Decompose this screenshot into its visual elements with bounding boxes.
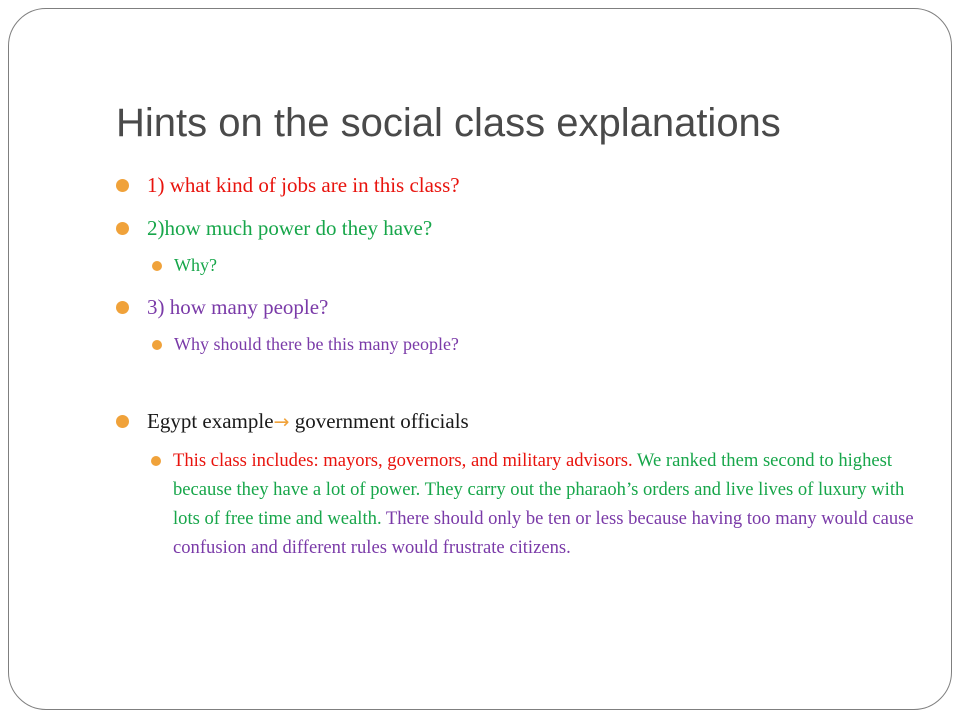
bullet-jobs <box>147 171 460 199</box>
sub-bullet-why <box>174 253 217 277</box>
paragraph-red-text: This class includes: mayors, governors, and military advisors. <box>173 450 633 471</box>
bullet-jobs-text: 1) what kind of jobs are in this class? <box>147 173 460 197</box>
explanation-paragraph <box>173 446 923 562</box>
bullet-dot-icon <box>151 456 161 466</box>
bullet-dot-icon <box>152 340 162 350</box>
bullet-egypt-example <box>147 407 469 436</box>
paragraph-purple-text: There should only be ten or less because having too many would cause confusion and different rules would frustrate citizens. <box>173 508 914 558</box>
slide-frame <box>8 8 952 710</box>
bullet-people-text: 3) how many people? <box>147 295 329 319</box>
bullet-dot-icon <box>116 222 129 235</box>
bullet-power-text: 2)how much power do they have? <box>147 216 433 240</box>
bullet-dot-icon <box>152 261 162 271</box>
egypt-example-rest: government officials <box>289 409 469 433</box>
bullet-dot-icon <box>116 179 129 192</box>
sub-bullet-why-text: Why? <box>174 255 217 275</box>
arrow-right-icon: → <box>273 411 290 433</box>
bullet-power <box>147 214 432 242</box>
bullet-dot-icon <box>116 301 129 314</box>
bullet-people <box>147 293 328 321</box>
sub-bullet-many-people-text: Why should there be this many people? <box>174 334 459 354</box>
bullet-dot-icon <box>116 415 129 428</box>
slide-title: Hints on the social class explanations <box>116 101 781 145</box>
egypt-example-label: Egypt example <box>147 409 274 433</box>
sub-bullet-many-people <box>174 332 459 356</box>
paragraph-green-text: We ranked them second to highest because they have a lot of power. They carry out the pharaoh’s orders and live lives of luxury with lots of free time and wealth. <box>173 450 905 529</box>
